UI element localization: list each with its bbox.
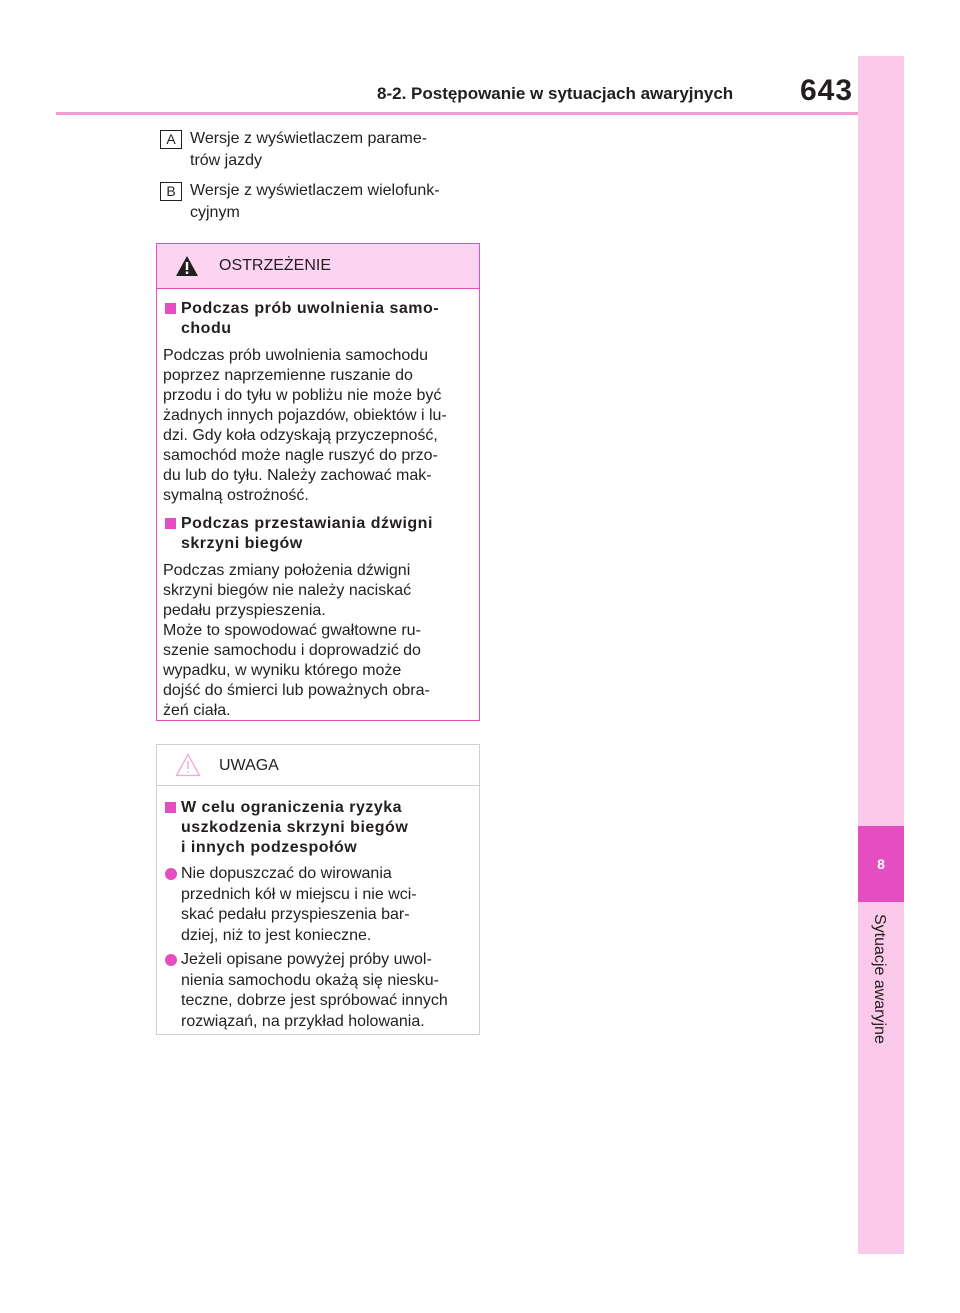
text-line: Wersje z wyświetlaczem wielofunk-: [190, 182, 440, 199]
text-line: skrzyni biegów: [181, 535, 303, 552]
caution-title: UWAGA: [219, 757, 279, 774]
text-line: rozwiązań, na przykład holowania.: [181, 1012, 425, 1030]
chapter-number: 8: [858, 826, 904, 902]
text-line: i innych podzespołów: [181, 839, 358, 856]
warning-subheading: [163, 299, 474, 339]
text-line: Podczas prób uwolnienia samochodu: [163, 347, 429, 364]
text-line: szenie samochodu i doprowadzić do: [163, 642, 421, 659]
text-line: wypadku, w wyniku którego może: [163, 662, 402, 679]
text-line: dziej, niż to jest konieczne.: [181, 926, 372, 944]
text-line: samochód może nagle ruszyć do przo-: [163, 447, 438, 464]
text-line: Jeżeli opisane powyżej próby uwol-: [181, 951, 432, 968]
text-line: skrzyni biegów nie należy naciskać: [163, 582, 412, 599]
text-line: żeń ciała.: [163, 702, 231, 719]
caution-bullet: [163, 950, 474, 1032]
text-line: pedału przyspieszenia.: [163, 602, 326, 619]
caution-triangle-icon: [175, 753, 201, 782]
text-line: Może to spowodować gwałtowne ru-: [163, 622, 421, 639]
variant-marker: B: [160, 182, 182, 201]
text-line: dzi. Gdy koła odzyskają przyczepność,: [163, 427, 438, 444]
text-line: Podczas prób uwolnienia samo-: [181, 300, 440, 317]
text-line: przednich kół w miejscu i nie wci-: [181, 885, 417, 903]
variant-text: [190, 180, 480, 224]
square-bullet-icon: [165, 802, 176, 813]
text-line: Wersje z wyświetlaczem parame-: [190, 130, 428, 147]
text-line: W celu ograniczenia ryzyka: [181, 799, 403, 816]
square-bullet-icon: [165, 518, 176, 529]
warning-subheading: [163, 514, 474, 554]
text-line: skać pedału przyspieszenia bar-: [181, 906, 410, 923]
variant-marker: A: [160, 130, 182, 149]
warning-box: [156, 243, 480, 721]
text-line: teczne, dobrze jest spróbować innych: [181, 992, 448, 1009]
text-line: żadnych innych pojazdów, obiektów i lu-: [163, 407, 447, 424]
text-line: cyjnym: [190, 204, 240, 221]
chapter-label: Sytuacje awaryjne: [871, 914, 888, 1044]
text-line: uszkodzenia skrzyni biegów: [181, 819, 409, 836]
warning-header: [157, 244, 479, 289]
page-number: 643: [800, 74, 854, 107]
chapter-side-tab: [858, 56, 904, 1254]
warning-content: [157, 289, 479, 721]
text-line: przodu i do tyłu w pobliżu nie może być: [163, 387, 442, 404]
text-line: trów jazdy: [190, 152, 263, 169]
caution-box: [156, 744, 480, 1035]
round-bullet-icon: [165, 954, 177, 966]
section-title: 8-2. Postępowanie w sytuacjach awaryjnych: [377, 84, 734, 103]
caution-subheading: [163, 798, 474, 858]
text-line: nienia samochodu okażą się niesku-: [181, 971, 439, 989]
warning-paragraph: [163, 346, 474, 506]
text-line: du lub do tyłu. Należy zachować mak-: [163, 467, 432, 484]
warning-paragraph: [163, 561, 474, 721]
header-rule: [56, 112, 858, 115]
round-bullet-icon: [165, 868, 177, 880]
warning-title: OSTRZEŻENIE: [219, 257, 332, 274]
text-line: Podczas przestawiania dźwigni: [181, 515, 433, 532]
text-line: symalną ostrożność.: [163, 487, 309, 504]
caution-content: [157, 786, 479, 1032]
text-line: poprzez naprzemienne ruszanie do: [163, 367, 413, 384]
text-line: Podczas zmiany położenia dźwigni: [163, 562, 411, 579]
caution-bullet: [163, 864, 474, 946]
warning-triangle-icon: [175, 255, 199, 282]
variant-text: [190, 128, 480, 172]
text-line: chodu: [181, 320, 232, 337]
caution-header: [157, 745, 479, 786]
text-line: dojść do śmierci lub poważnych obra-: [163, 682, 430, 699]
square-bullet-icon: [165, 303, 176, 314]
text-line: Nie dopuszczać do wirowania: [181, 865, 392, 882]
